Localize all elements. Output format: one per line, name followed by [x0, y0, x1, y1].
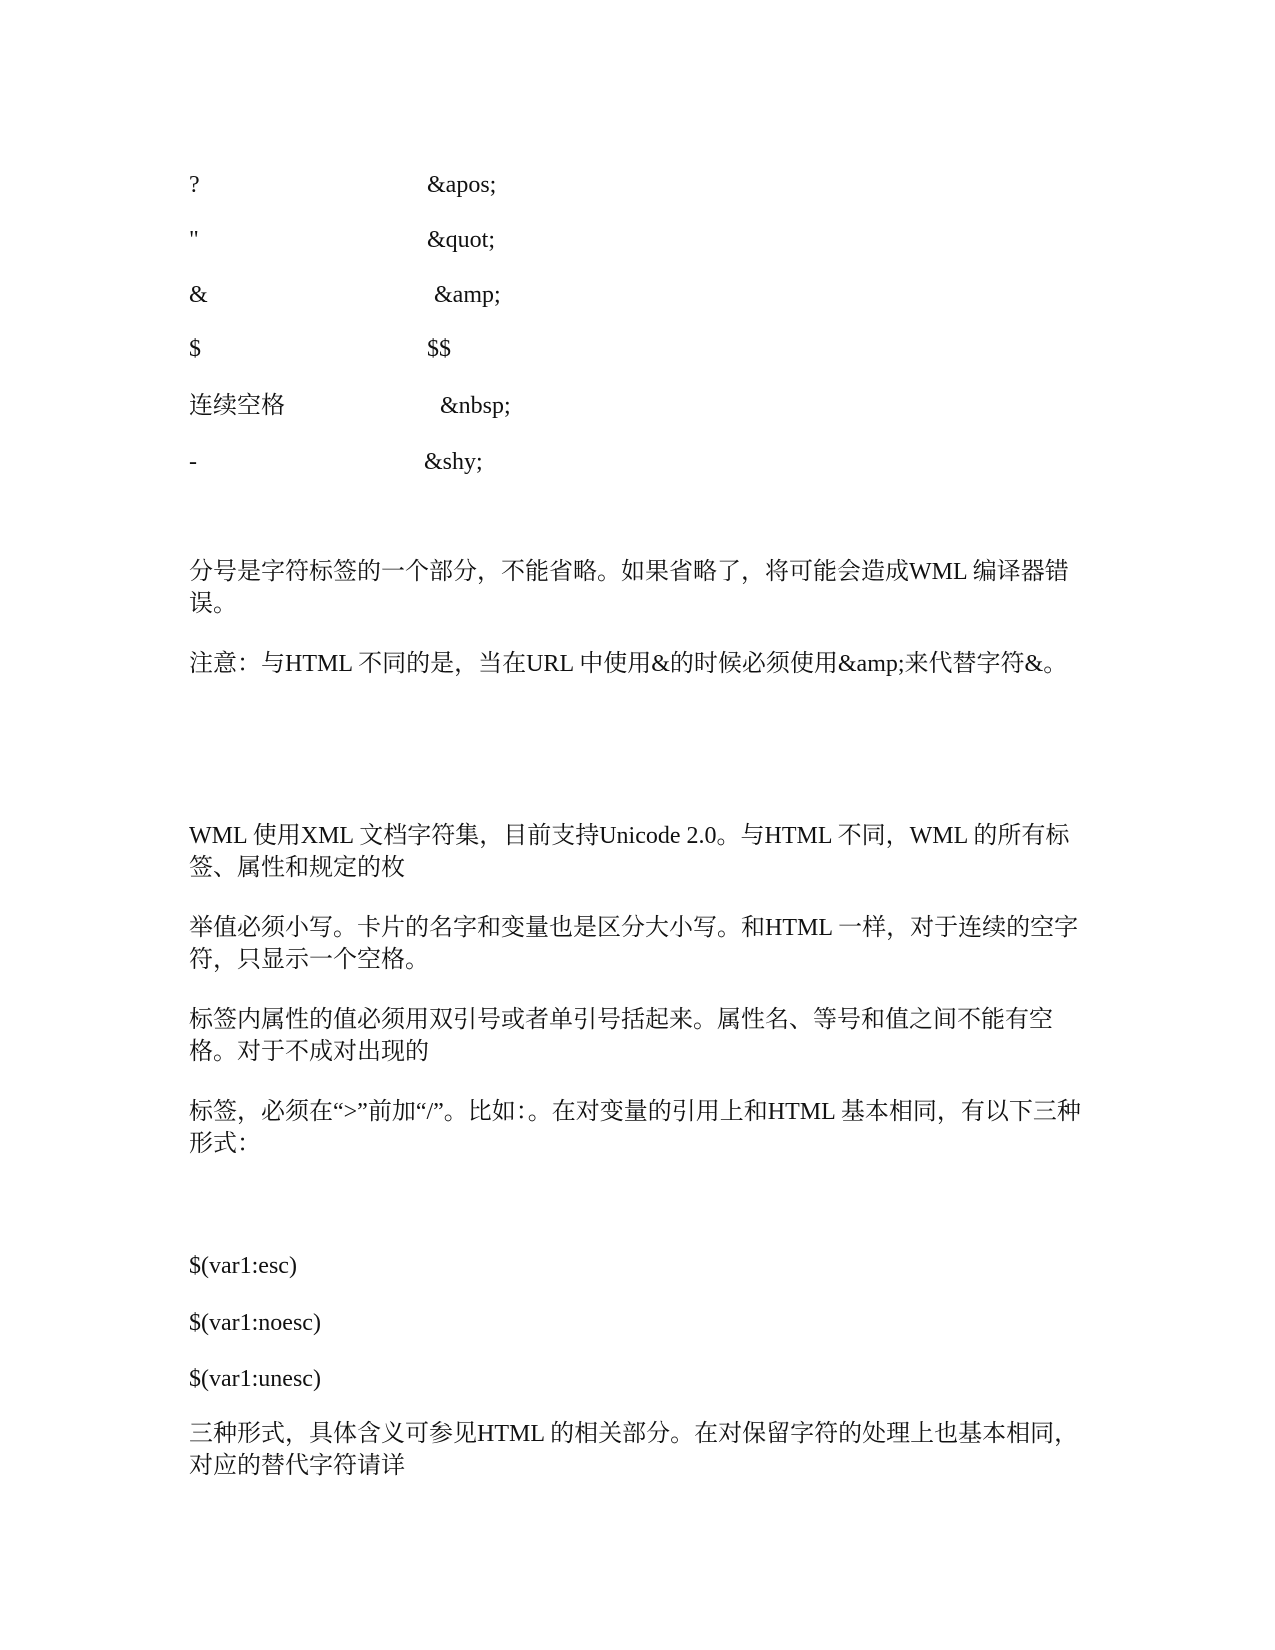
entity-symbol: & [189, 282, 208, 308]
url-ampersand-note: 注意：与HTML 不同的是，当在URL 中使用&的时候必须使用&amp;来代替字符&。 [189, 651, 1068, 677]
entity-code: $$ [427, 336, 451, 362]
variable-reference-paragraph: 标签，必须在“>”前加“/”。比如：。在对变量的引用上和HTML 基本相同，有以下三种形式： [189, 1099, 1081, 1157]
entity-code: &quot; [427, 227, 496, 253]
entity-code: &apos; [427, 172, 497, 198]
lowercase-paragraph: 举值必须小写。卡片的名字和变量也是区分大小写。和HTML 一样，对于连续的空字符，只显示一个空格。 [189, 915, 1079, 973]
var-form-unesc: $(var1:unesc) [189, 1366, 321, 1392]
var-form-esc: $(var1:esc) [189, 1253, 297, 1279]
semicolon-note: 分号是字符标签的一个部分，不能省略。如果省略了，将可能会造成WML 编译器错误。 [189, 559, 1069, 617]
charset-paragraph: WML 使用XML 文档字符集，目前支持Unicode 2.0。与HTML 不同，WML 的所有标签、属性和规定的枚 [189, 823, 1070, 881]
entity-symbol: " [189, 227, 199, 253]
var-form-noesc: $(var1:noesc) [189, 1310, 321, 1336]
entity-code: &nbsp; [440, 393, 511, 419]
entity-code: &amp; [434, 282, 501, 308]
attribute-quote-paragraph: 标签内属性的值必须用双引号或者单引号括起来。属性名、等号和值之间不能有空格。对于不成对出现的 [189, 1007, 1053, 1065]
entity-symbol: 连续空格 [189, 393, 285, 419]
closing-paragraph: 三种形式，具体含义可参见HTML 的相关部分。在对保留字符的处理上也基本相同，对应的替代字符请详 [189, 1421, 1079, 1479]
entity-symbol: - [189, 449, 197, 475]
entity-symbol: $ [189, 336, 201, 362]
entity-symbol: ? [189, 172, 200, 198]
entity-code: &shy; [424, 449, 483, 475]
